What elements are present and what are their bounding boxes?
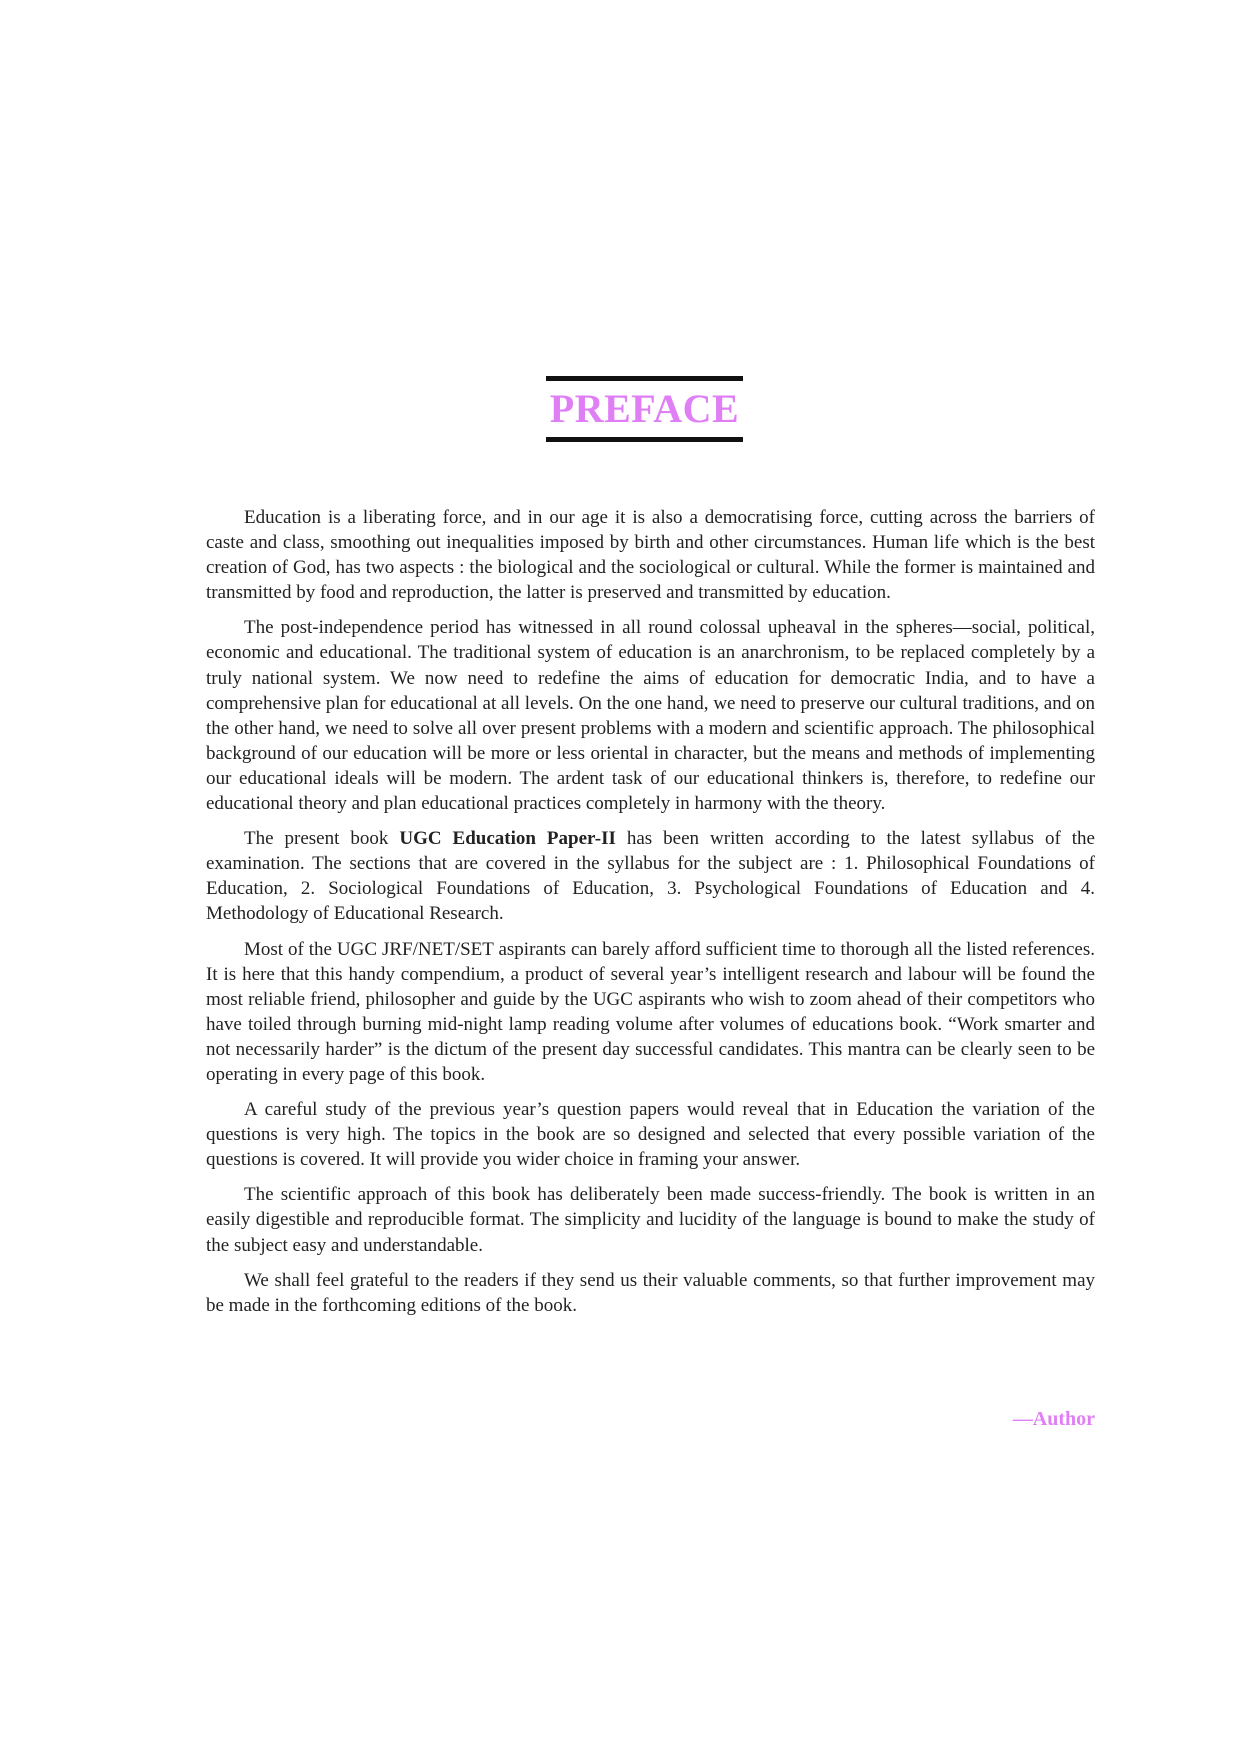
paragraph-text: The present book <box>244 828 400 850</box>
page-title: PREFACE <box>549 386 740 431</box>
paragraph: Education is a liberating force, and in our age it is also a democratising force, cutting across the barriers of caste and class, smoothing out inequalities imposed by birth and other circumstances. Human life which is the best creation of God, has two aspects : the biological and the sociological or cultural. While the former is maintained and transmitted by food and reproduction, the latter is preserved and transmitted by education. <box>206 507 1095 604</box>
paragraph-text: has been written according to the latest syllabus of the examination. The sections that are covered in the syllabus for the subject are : 1. Philosophical Foundations of Education, 2. Sociological Foundations of Education, 3. Psychological Foundations of Education and 4. Methodology of Educational Research. <box>206 828 1095 925</box>
author-signature: —Author <box>1012 1408 1095 1430</box>
book-title: UGC Education Paper-II <box>399 828 616 850</box>
title-block <box>546 376 743 442</box>
paragraph <box>206 826 1095 926</box>
paragraph: The post-independence period has witnessed in all round colossal upheaval in the spheres—social, political, economic and educational. The traditional system of education is an anarchronism, to be replaced completely by a truly national system. We now need to redefine the aims of education for democratic India, and to have a comprehensive plan for educational at all levels. On the one hand, we need to preserve our cultural traditions, and on the other hand, we need to solve all over present problems with a modern and scientific approach. The philosophical background of our education will be more or less oriental in character, but the means and methods of implementing our educational ideals will be modern. The ardent task of our educational thinkers is, therefore, to redefine our educational theory and plan educational practices completely in harmony with the theory. <box>206 617 1095 815</box>
paragraph: A careful study of the previous year’s question papers would reveal that in Education the variation of the questions is very high. The topics in the book are so designed and selected that every possible variation of the questions is covered. It will provide you wider choice in framing your answer. <box>206 1099 1095 1171</box>
paragraph: Most of the UGC JRF/NET/SET aspirants can barely afford sufficient time to thorough all the listed references. It is here that this handy compendium, a product of several year’s intelligent research and labour will be found the most reliable friend, philosopher and guide by the UGC aspirants who wish to zoom ahead of their competitors who have toiled through burning mid-night lamp reading volume after volumes of educations book. “Work smarter and not necessarily harder” is the dictum of the present day successful candidates. This mantra can be clearly seen to be operating in every page of this book. <box>206 938 1095 1085</box>
paragraph: We shall feel grateful to the readers if they send us their valuable comments, so that further improvement may be made in the forthcoming editions of the book. <box>206 1269 1095 1316</box>
paragraph: The scientific approach of this book has deliberately been made success-friendly. The book is written in an easily digestible and reproducible format. The simplicity and lucidity of the language is bound to make the study of the subject easy and understandable. <box>206 1184 1095 1256</box>
preface-body <box>206 505 1095 1328</box>
